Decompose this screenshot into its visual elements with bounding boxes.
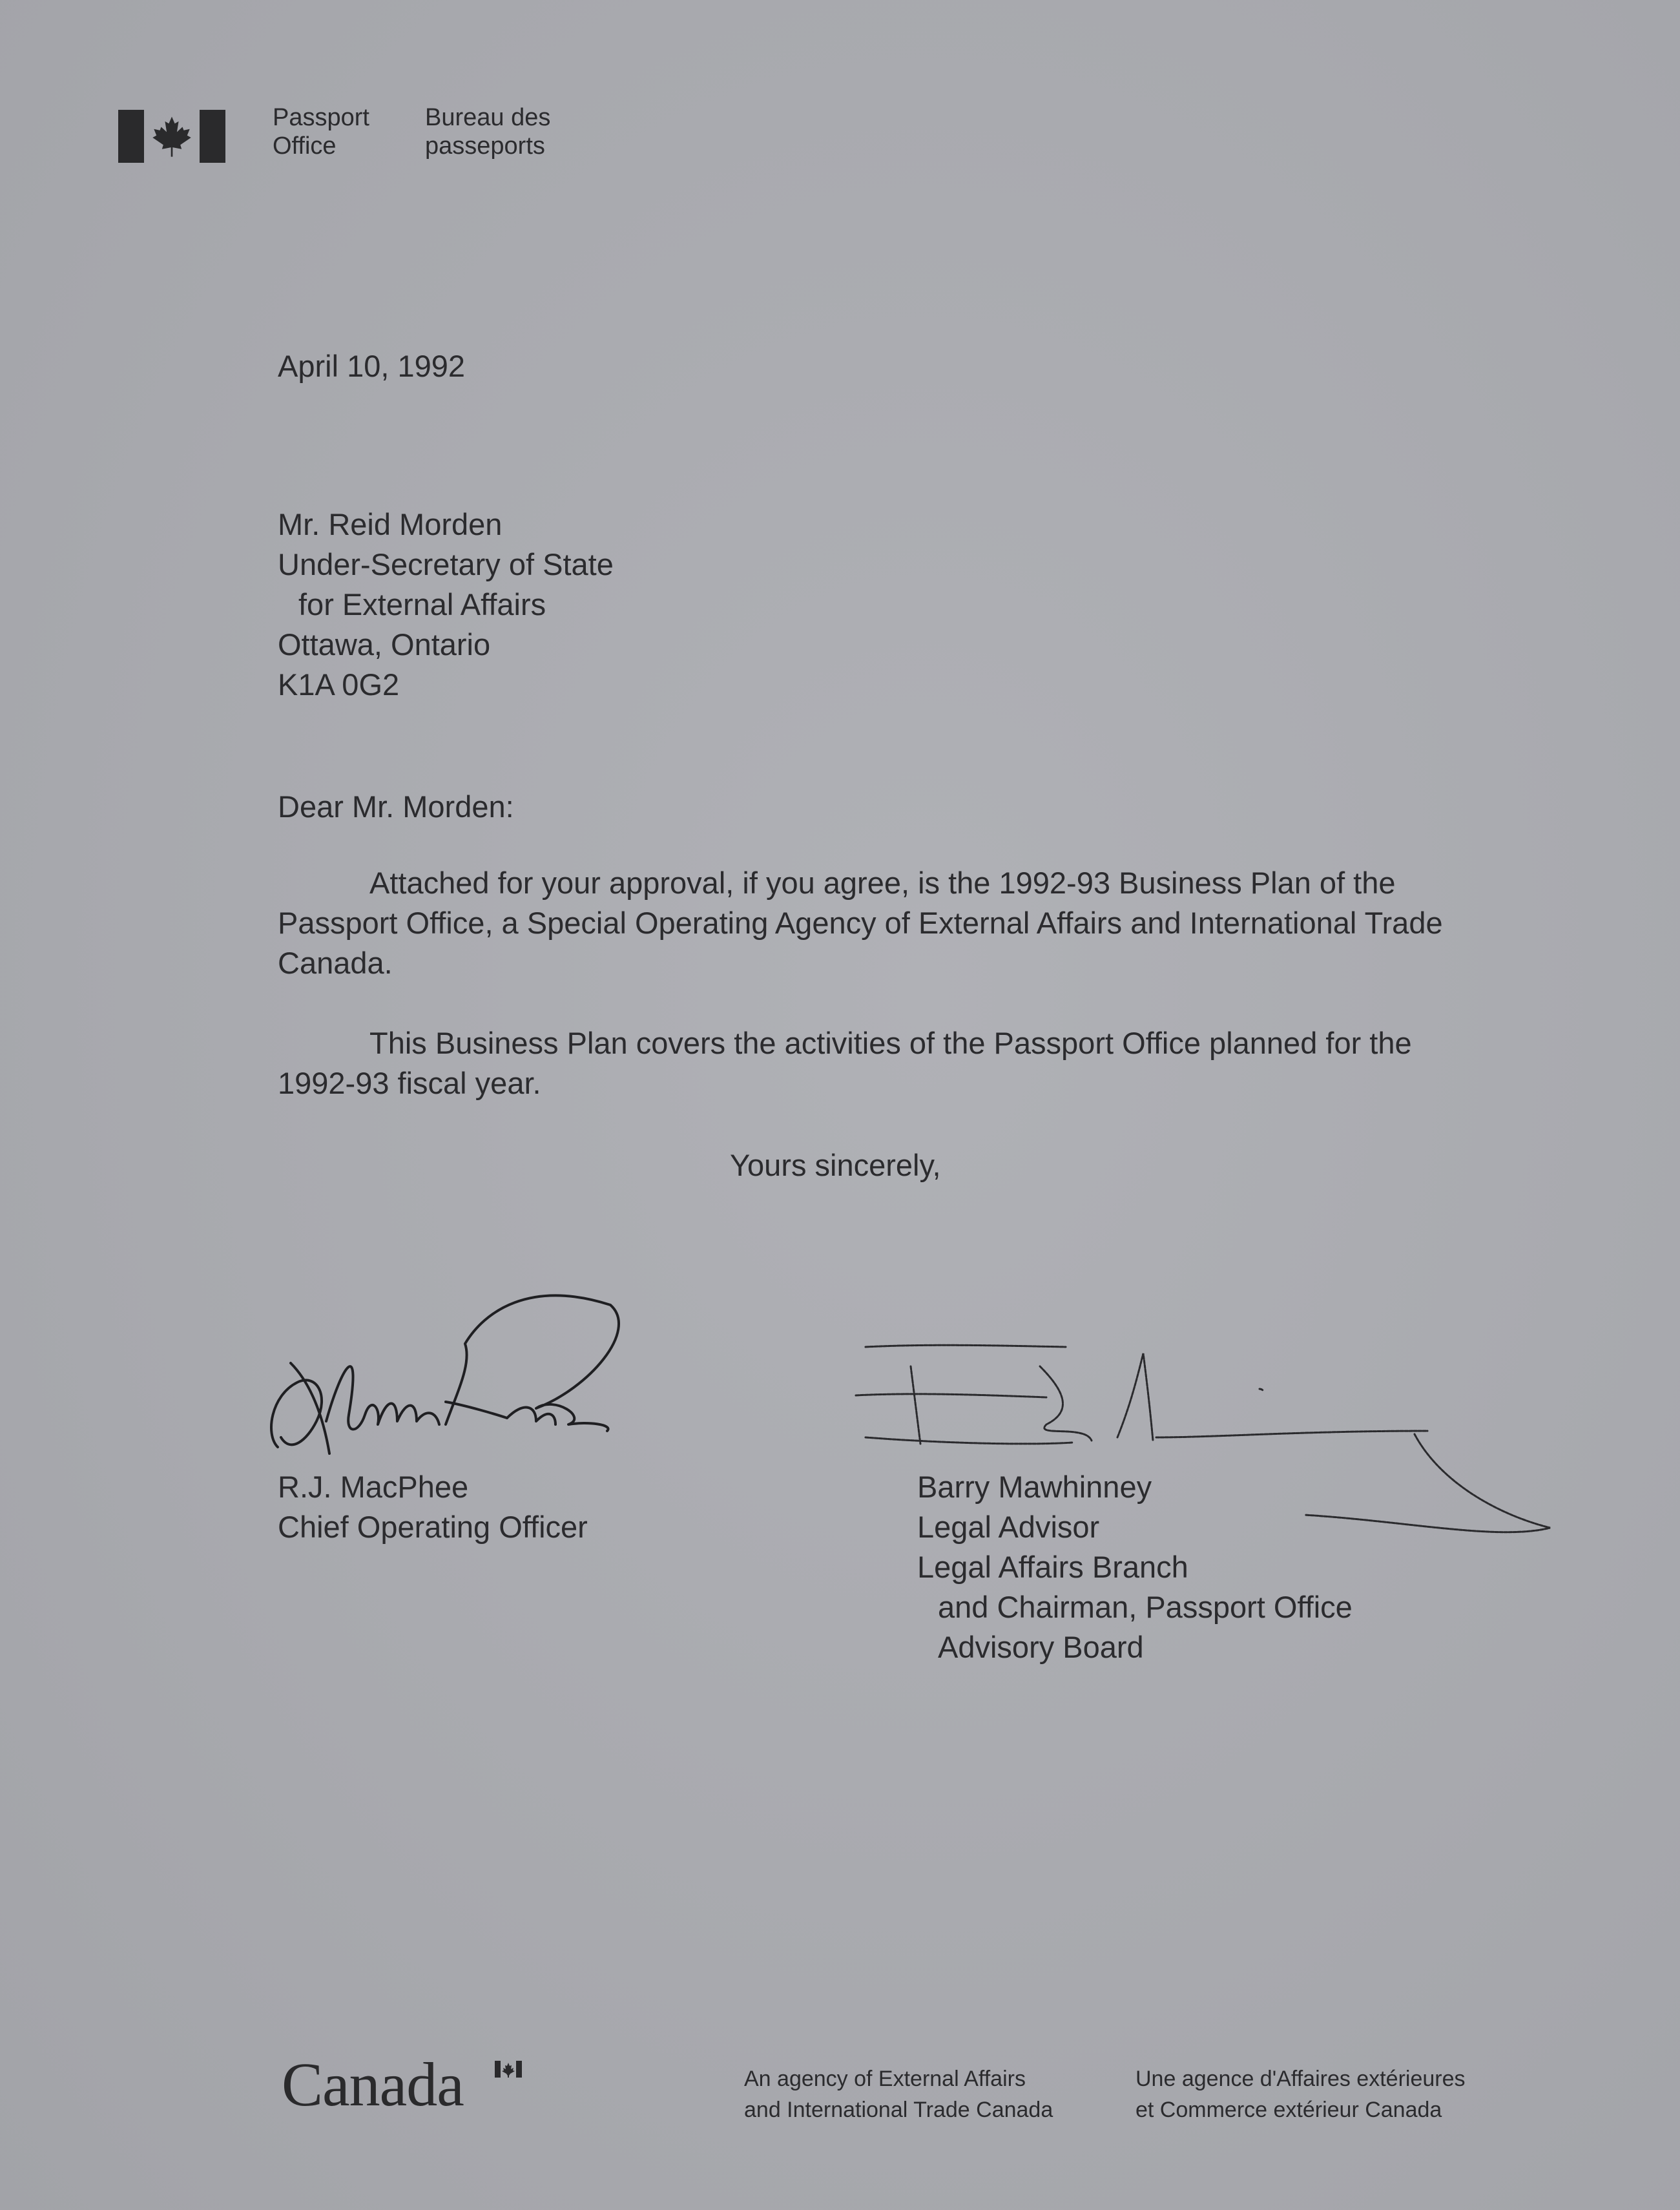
signatory-right (917, 1467, 1353, 1667)
closing: Yours sincerely, (730, 1148, 941, 1182)
paragraph-2 (278, 1023, 1492, 1103)
agency-fr (1136, 2063, 1466, 2125)
paragraph-1 (278, 863, 1492, 983)
signatory-right-title4: Advisory Board (938, 1630, 1144, 1664)
signatory-left (278, 1467, 588, 1547)
recipient-name: Mr. Reid Morden (278, 507, 503, 541)
recipient-address (278, 505, 614, 705)
canada-flag-icon (118, 110, 225, 163)
signature-macphee (252, 1286, 627, 1473)
salutation: Dear Mr. Morden: (278, 789, 514, 824)
paragraph-2-text: This Business Plan covers the activities of the Passport Office planned for the 1992-93 fiscal year. (278, 1026, 1412, 1100)
signatory-left-title: Chief Operating Officer (278, 1510, 588, 1544)
signatory-right-title2: Legal Affairs Branch (917, 1550, 1188, 1584)
office-name-fr-line1: Bureau des (425, 104, 551, 131)
office-name-fr (425, 103, 550, 160)
recipient-title-cont: for External Affairs (298, 587, 546, 621)
recipient-title: Under-Secretary of State (278, 547, 614, 581)
paragraph-1-text: Attached for your approval, if you agree, is the 1992-93 Business Plan of the Passport Office, a Special Operating Agency of External Affairs and International Trade Canada. (278, 866, 1443, 980)
canada-wordmark-flag-icon (495, 2061, 522, 2078)
agency-en-line1: An agency of External Affairs (744, 2067, 1026, 2091)
agency-fr-line2: et Commerce extérieur Canada (1136, 2098, 1442, 2122)
office-name-en (273, 103, 369, 160)
office-name-en-line2: Office (273, 132, 337, 160)
recipient-city: Ottawa, Ontario (278, 627, 491, 662)
signatory-right-name: Barry Mawhinney (917, 1470, 1152, 1504)
agency-en (744, 2063, 1053, 2125)
agency-en-line2: and International Trade Canada (744, 2098, 1053, 2122)
letter-date: April 10, 1992 (278, 349, 466, 383)
canada-wordmark: Canada (282, 2050, 464, 2119)
agency-fr-line1: Une agence d'Affaires extérieures (1136, 2067, 1466, 2091)
signatory-left-name: R.J. MacPhee (278, 1470, 469, 1504)
office-name-fr-line2: passeports (425, 132, 545, 160)
recipient-postal-code: K1A 0G2 (278, 667, 400, 702)
office-name-en-line1: Passport (273, 104, 369, 131)
signatory-right-title3: and Chairman, Passport Office (938, 1590, 1353, 1624)
signatory-right-title1: Legal Advisor (917, 1510, 1100, 1544)
